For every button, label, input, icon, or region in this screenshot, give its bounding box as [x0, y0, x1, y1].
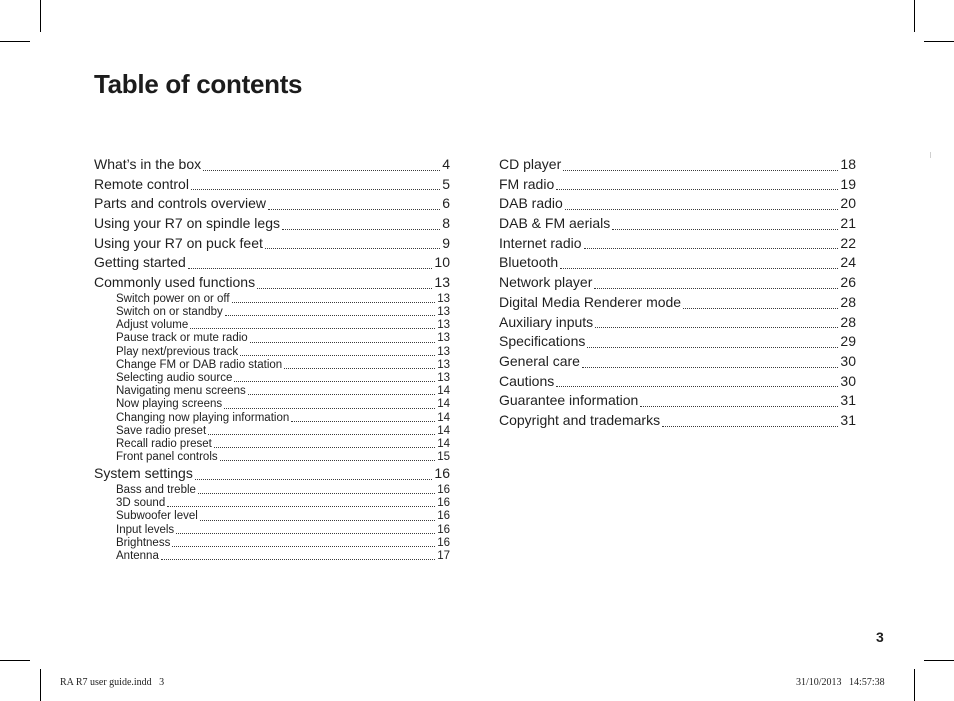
- toc-entry-page: 17: [437, 549, 450, 562]
- toc-entry-label: Adjust volume: [116, 319, 189, 332]
- dot-leader: [172, 545, 435, 547]
- toc-entry-label: Brightness: [116, 536, 171, 549]
- toc-entry-page: 30: [840, 372, 856, 389]
- toc-entry-page: 14: [437, 385, 450, 398]
- crop-mark-bottom-right-vertical: [914, 669, 915, 701]
- toc-entry: [94, 194, 450, 214]
- toc-entry-page: 4: [442, 156, 450, 172]
- dot-leader: [232, 301, 436, 303]
- toc-subentry: [94, 412, 450, 425]
- toc-entry-label: Antenna: [116, 549, 159, 562]
- toc-entry-label: Save radio preset: [116, 424, 207, 437]
- page-number: 3: [876, 629, 884, 645]
- toc-entry: [499, 352, 856, 372]
- toc-entry: [499, 253, 856, 273]
- toc-entry: [94, 253, 450, 273]
- toc-entry: [94, 214, 450, 234]
- dot-leader: [563, 169, 838, 171]
- toc-subentry: [94, 537, 450, 550]
- dot-leader: [683, 307, 838, 309]
- toc-entry-page: 30: [840, 352, 856, 369]
- toc-entry-label: Network player: [499, 274, 593, 291]
- dot-leader: [282, 228, 440, 230]
- toc-entry-page: 13: [437, 358, 450, 371]
- crop-mark-top-right-vertical: [914, 0, 915, 32]
- dot-leader: [224, 407, 435, 409]
- dot-leader: [612, 228, 838, 230]
- toc-entry: [94, 175, 450, 195]
- toc-entry-label: DAB radio: [499, 195, 563, 212]
- toc-entry: [499, 273, 856, 293]
- toc-entry-label: What’s in the box: [94, 156, 202, 172]
- toc-entry-page: 13: [437, 345, 450, 358]
- toc-entry: [499, 234, 856, 254]
- toc-entry: [499, 411, 856, 431]
- toc-entry: [499, 391, 856, 411]
- toc-entry-page: 24: [840, 254, 856, 271]
- toc-entry-page: 10: [434, 254, 450, 271]
- toc-column-left: [94, 155, 450, 563]
- dot-leader: [167, 505, 435, 507]
- toc-entry-page: 22: [840, 234, 856, 251]
- toc-entry-label: Navigating menu screens: [116, 385, 246, 398]
- dot-leader: [203, 169, 440, 171]
- toc-entry-page: 28: [840, 313, 856, 330]
- toc-entry-label: Parts and controls overview: [94, 195, 266, 212]
- toc-subentry: [94, 425, 450, 438]
- crop-mark-bottom-left-vertical: [40, 669, 41, 701]
- dot-leader: [234, 380, 435, 382]
- toc-entry-page: 16: [437, 510, 450, 523]
- toc-subentry: [94, 451, 450, 464]
- toc-entry-label: Auxiliary inputs: [499, 313, 594, 330]
- toc-entry-label: General care: [499, 352, 580, 369]
- toc-subentry: [94, 306, 450, 319]
- toc-subentry: [94, 346, 450, 359]
- toc-entry-page: 31: [840, 411, 856, 428]
- toc-entry-label: Guarantee information: [499, 392, 639, 409]
- toc-entry-label: Now playing screens: [116, 398, 223, 411]
- dot-leader: [587, 346, 838, 348]
- toc-entry: [499, 214, 856, 234]
- toc-subentry: [94, 293, 450, 306]
- toc-entry-page: 19: [840, 175, 856, 192]
- dot-leader: [268, 208, 440, 210]
- toc-entry-page: 14: [437, 398, 450, 411]
- toc-entry-label: FM radio: [499, 175, 555, 192]
- toc-entry-page: 16: [437, 483, 450, 496]
- toc-entry-label: Input levels: [116, 523, 175, 536]
- toc-entry-label: Change FM or DAB radio station: [116, 358, 283, 371]
- toc-entry-page: 5: [442, 175, 450, 192]
- dot-leader: [265, 247, 440, 249]
- toc-subentry: [94, 359, 450, 372]
- dot-leader: [284, 367, 435, 369]
- dot-leader: [198, 492, 435, 494]
- dot-leader: [191, 188, 440, 190]
- dot-leader: [240, 354, 435, 356]
- toc-entry-page: 13: [437, 306, 450, 318]
- toc-entry-page: 29: [840, 333, 856, 350]
- toc-entry-page: 13: [437, 292, 450, 305]
- toc-entry-page: 21: [840, 215, 856, 232]
- crop-mark-bottom-left-horizontal: [0, 660, 30, 661]
- dot-leader: [584, 247, 839, 249]
- dot-leader: [640, 405, 838, 407]
- toc-entry-page: 8: [442, 215, 450, 232]
- toc-entry-label: Front panel controls: [116, 451, 218, 464]
- toc-entry-page: 16: [434, 465, 450, 482]
- toc-subentry: [94, 385, 450, 398]
- dot-leader: [595, 326, 838, 328]
- toc-entry-page: 6: [442, 195, 450, 212]
- crop-mark-top-right-horizontal: [924, 41, 954, 42]
- toc-entry-page: 13: [437, 332, 450, 345]
- toc-entry-label: Specifications: [499, 333, 586, 350]
- toc-entry-page: 31: [840, 392, 856, 409]
- toc-subentry: [94, 372, 450, 385]
- toc-entry-label: Remote control: [94, 175, 189, 192]
- dot-leader: [556, 385, 838, 387]
- toc-entry-label: Pause track or mute radio: [116, 332, 248, 345]
- crop-mark-bottom-right-horizontal: [924, 660, 954, 661]
- dot-leader: [220, 459, 436, 461]
- toc-entry: [499, 155, 856, 175]
- toc-entry-label: Play next/previous track: [116, 345, 239, 358]
- toc-entry-label: Getting started: [94, 254, 186, 271]
- toc-entry: [94, 464, 450, 484]
- toc-entry-label: Recall radio preset: [116, 437, 212, 450]
- dot-leader: [214, 446, 435, 448]
- toc-subentry: [94, 332, 450, 345]
- toc-entry: [94, 155, 450, 175]
- dot-leader: [257, 287, 432, 289]
- toc-entry-label: Selecting audio source: [116, 371, 233, 384]
- toc-entry: [499, 332, 856, 352]
- toc-subentry: [94, 510, 450, 523]
- dot-leader: [565, 208, 839, 210]
- toc-entry-label: Subwoofer level: [116, 510, 198, 523]
- toc-subentry: [94, 524, 450, 537]
- toc-entry-label: Internet radio: [499, 234, 582, 251]
- slug-date-time: 31/10/2013 14:57:38: [796, 677, 885, 688]
- dot-leader: [188, 267, 433, 269]
- toc-entry: [94, 234, 450, 254]
- dot-leader: [195, 478, 433, 480]
- toc-subentry: [94, 497, 450, 510]
- crop-mark-top-left-vertical: [40, 0, 41, 32]
- page-title: Table of contents: [94, 69, 303, 99]
- dot-leader: [208, 433, 435, 435]
- toc-entry-page: 13: [437, 371, 450, 384]
- toc-entry-page: 18: [840, 156, 856, 172]
- dot-leader: [200, 519, 435, 521]
- toc-entry-page: 28: [840, 293, 856, 310]
- toc-entry-label: DAB & FM aerials: [499, 215, 611, 232]
- toc-entry-page: 16: [437, 523, 450, 536]
- dot-leader: [662, 425, 838, 427]
- toc-entry-label: Digital Media Renderer mode: [499, 293, 682, 310]
- toc-entry-page: 15: [437, 451, 450, 464]
- dot-leader: [225, 314, 435, 316]
- toc-entry: [499, 194, 856, 214]
- dot-leader: [594, 287, 838, 289]
- dot-leader: [560, 267, 838, 269]
- dot-leader: [161, 558, 435, 560]
- dot-leader: [190, 327, 435, 329]
- toc-column-right: [499, 155, 856, 431]
- toc-entry-page: 14: [437, 411, 450, 424]
- toc-entry-label: System settings: [94, 465, 193, 482]
- toc-entry: [499, 372, 856, 392]
- toc-entry-label: Cautions: [499, 372, 555, 389]
- dot-leader: [176, 532, 435, 534]
- dot-leader: [582, 366, 838, 368]
- toc-entry: [94, 273, 450, 293]
- toc-entry-label: Using your R7 on puck feet: [94, 234, 263, 251]
- registration-speck: [930, 152, 931, 158]
- toc-subentry: [94, 484, 450, 497]
- toc-entry-label: Using your R7 on spindle legs: [94, 215, 280, 232]
- toc-subentry: [94, 398, 450, 411]
- dot-leader: [291, 420, 435, 422]
- toc-entry: [499, 313, 856, 333]
- toc-entry-label: Switch power on or off: [116, 292, 230, 305]
- toc-entry-page: 9: [442, 234, 450, 251]
- toc-entry-label: Switch on or standby: [116, 306, 223, 318]
- toc-entry-page: 16: [437, 536, 450, 549]
- toc-entry-label: 3D sound: [116, 497, 166, 510]
- toc-subentry: [94, 438, 450, 451]
- toc-entry-label: Bass and treble: [116, 483, 196, 496]
- dot-leader: [556, 188, 838, 190]
- toc-entry-label: Commonly used functions: [94, 274, 256, 291]
- dot-leader: [250, 341, 436, 343]
- dot-leader: [248, 393, 435, 395]
- toc-entry-page: 14: [437, 424, 450, 437]
- toc-subentry: [94, 550, 450, 563]
- slug-file-info: RA R7 user guide.indd 3: [60, 677, 165, 688]
- toc-entry-page: 14: [437, 437, 450, 450]
- toc-entry-page: 20: [840, 195, 856, 212]
- toc-entry-label: CD player: [499, 156, 562, 172]
- toc-entry-page: 26: [840, 274, 856, 291]
- toc-entry-label: Bluetooth: [499, 254, 559, 271]
- toc-entry: [499, 293, 856, 313]
- toc-subentry: [94, 319, 450, 332]
- toc-entry-page: 13: [434, 274, 450, 291]
- toc-entry-label: Copyright and trademarks: [499, 411, 661, 428]
- toc-entry-page: 16: [437, 497, 450, 510]
- toc-entry-label: Changing now playing information: [116, 411, 290, 424]
- toc-entry: [499, 175, 856, 195]
- toc-entry-page: 13: [437, 319, 450, 332]
- crop-mark-top-left-horizontal: [0, 41, 30, 42]
